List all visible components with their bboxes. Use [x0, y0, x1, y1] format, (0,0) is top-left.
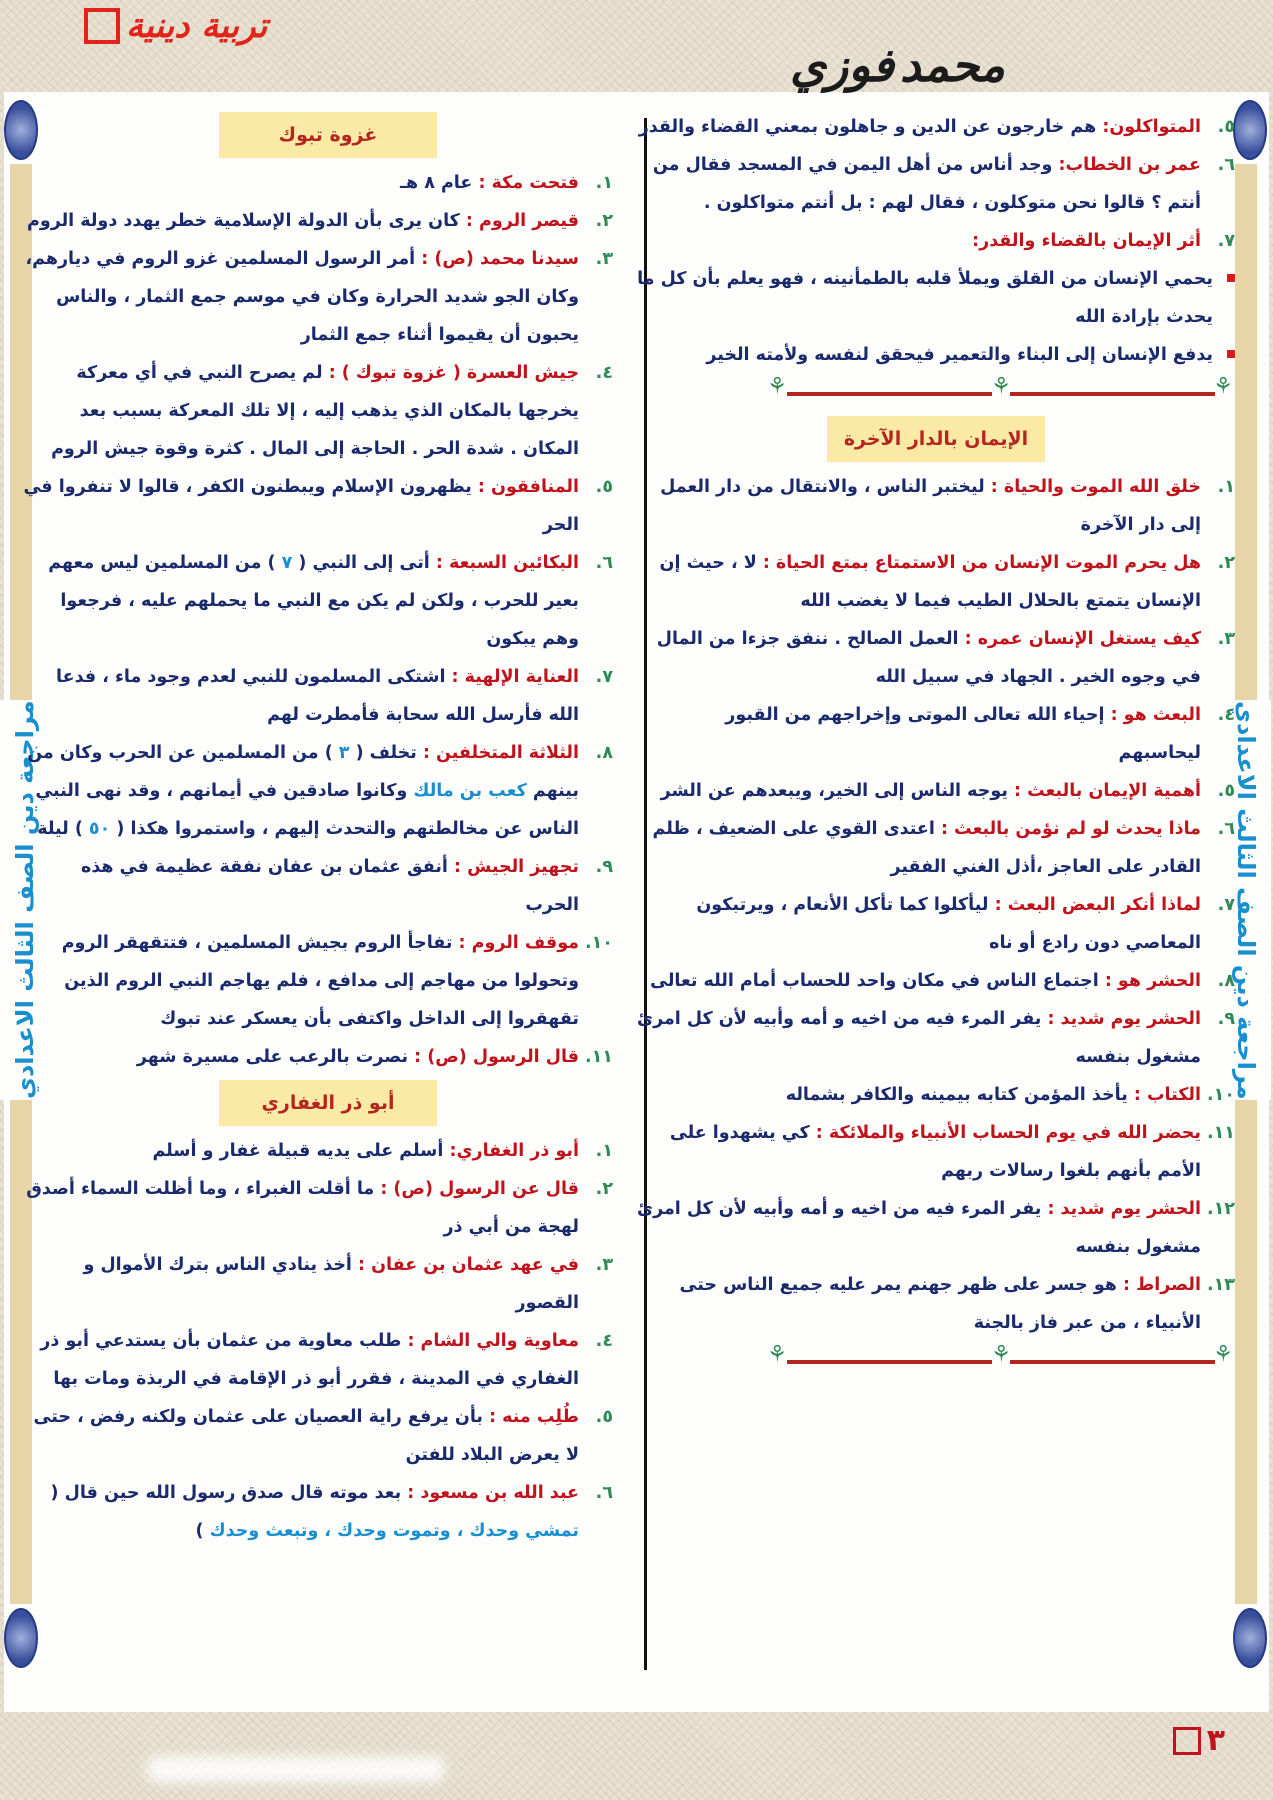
item-text: يوجه الناس إلى الخير، ويبعدهم عن الشر — [660, 781, 1008, 801]
page-box-icon — [1173, 1727, 1201, 1755]
item-number: ٦. — [595, 553, 613, 573]
teacher-last-name: فوزي — [790, 38, 894, 92]
item-text: أمر الرسول المسلمين غزو الروم في ديارهم، وكان الجو شديد الحرارة وكان في موسم جمع الثمار ، والناس يحبون أن يقيموا أثناء جمع الثمار — [25, 249, 579, 345]
item-body — [637, 810, 1201, 886]
item-body — [637, 1000, 1201, 1076]
item-key: الصراط : — [1123, 1275, 1201, 1295]
item-key: الثلاثة المتخلفين : — [422, 743, 579, 763]
item-number: ١١. — [584, 1047, 613, 1067]
item-body — [23, 240, 579, 354]
item-number: ٦. — [1217, 819, 1235, 839]
plant-icon: ⚘ — [767, 374, 787, 399]
item-key: أهمية الإيمان بالبعث : — [1014, 781, 1201, 801]
item-text: تفاجأ الروم بجيش المسلمين ، فتتقهقر الروم وتحولوا من مهاجم إلى مدافع ، فلم يهاجم النبي الروم الذين تقهقروا إلى الداخل واكتفى بأن يعسكر عند تبوك — [61, 933, 579, 1029]
list-item — [23, 1038, 613, 1076]
item-key: الحشر يوم شديد : — [1047, 1199, 1201, 1219]
item-number: ٨. — [595, 743, 613, 763]
item-number: ٥. — [595, 1407, 613, 1427]
bead-ornament-icon — [4, 1608, 38, 1668]
item-key: أبو ذر الغفاري: — [449, 1141, 579, 1161]
list-item — [23, 544, 613, 658]
item-number: ٨. — [1217, 971, 1235, 991]
item-text: نصرت بالرعب على مسيرة شهر — [136, 1047, 409, 1067]
list-item — [23, 1170, 613, 1246]
item-number: ٥. — [1217, 781, 1235, 801]
list-item — [23, 1322, 613, 1398]
section-title-abu-dharr: أبو ذر الغفاري — [219, 1080, 437, 1126]
item-highlight: ٥٠ — [88, 819, 111, 839]
list-item — [637, 1190, 1235, 1266]
item-key: عمر بن الخطاب: — [1058, 155, 1201, 175]
list-item — [637, 108, 1235, 146]
item-key: موقف الروم : — [458, 933, 579, 953]
item-body — [23, 1322, 579, 1398]
item-key: سيدنا محمد (ص) : — [421, 249, 579, 269]
item-key: الكتاب : — [1133, 1085, 1201, 1105]
item-key: معاوية والي الشام : — [407, 1331, 579, 1351]
item-body — [23, 1474, 579, 1550]
item-number: ٦. — [1217, 155, 1235, 175]
list-item — [23, 164, 613, 202]
list-item — [637, 962, 1235, 1000]
list-item — [637, 544, 1235, 620]
item-number: ٦. — [595, 1483, 613, 1503]
item-key: كيف يستغل الإنسان عمره : — [964, 629, 1201, 649]
item-body — [23, 1398, 579, 1474]
item-key: لماذا أنكر البعض البعث : — [994, 895, 1201, 915]
item-key: يحضر الله في يوم الحساب الأنبياء والملائكة : — [815, 1123, 1201, 1143]
item-body — [23, 164, 579, 202]
item-body — [637, 772, 1201, 810]
header-subject — [84, 6, 267, 46]
plant-icon: ⚘ — [1213, 1342, 1233, 1367]
item-text: تخلف ( — [355, 743, 417, 763]
section-title-tabuk: غزوة تبوك — [219, 112, 437, 158]
item-key: البعث هو : — [1110, 705, 1201, 725]
item-text: طلب معاوية من عثمان بأن يستدعي أبو ذر الغفاري في المدينة ، فقرر أبو ذر الإقامة في الربذة ومات بها — [40, 1331, 579, 1389]
item-body — [637, 886, 1201, 962]
item-text: يظهرون الإسلام ويبطنون الكفر ، قالوا لا تنفروا في الحر — [23, 477, 579, 535]
list-item — [637, 696, 1235, 772]
item-body — [637, 108, 1201, 146]
item-highlight: كعب بن مالك — [413, 781, 527, 801]
page-number — [1173, 1723, 1225, 1758]
item-key: البكائين السبعة : — [435, 553, 579, 573]
item-key: الحشر هو : — [1104, 971, 1201, 991]
teacher-first-name: محمد — [899, 38, 1006, 92]
item-text: وكانوا صادقين في أيمانهم ، وقد نهى النبي الناس عن مخالطتهم والتحدث إليهم ، واستمروا هكذا ( — [35, 781, 579, 839]
bullet-square-icon — [1227, 274, 1235, 282]
item-number: ٤. — [1217, 705, 1235, 725]
item-body — [23, 1170, 579, 1246]
item-number: ٧. — [595, 667, 613, 687]
list-item — [637, 222, 1235, 260]
item-text: ليأكلوا كما تأكل الأنعام ، ويرتبكون المعاصي دون رادع أو ناه — [696, 895, 1201, 953]
item-body — [23, 658, 579, 734]
ornament-divider — [637, 376, 1235, 412]
item-number: ٤. — [595, 1331, 613, 1351]
item-body — [637, 696, 1201, 772]
item-body — [23, 924, 579, 1038]
item-number: ٢. — [595, 1179, 613, 1199]
plant-icon: ⚘ — [767, 1342, 787, 1367]
list-item — [23, 1132, 613, 1170]
item-body — [637, 1266, 1201, 1342]
item-text: كي يشهدوا على الأمم بأنهم بلغوا رسالات ربهم — [669, 1123, 1201, 1181]
list-item — [23, 848, 613, 924]
item-body — [637, 1114, 1201, 1190]
item-key: قال عن الرسول (ص) : — [380, 1179, 579, 1199]
item-key: في عهد عثمان بن عفان : — [358, 1255, 579, 1275]
list-item — [23, 734, 613, 848]
item-key: تجهيز الجيش : — [453, 857, 579, 877]
item-key: ماذا يحدث لو لم نؤمن بالبعث : — [940, 819, 1201, 839]
item-key: فتحت مكة : — [478, 173, 579, 193]
item-text: أخذ ينادي الناس بترك الأموال و القصور — [83, 1255, 579, 1313]
item-key: هل يحرم الموت الإنسان من الاستمتاع بمتع الحياة : — [762, 553, 1201, 573]
side-title-right: مراجعة دين الصف الثالث الاعدادي — [1221, 700, 1271, 1100]
item-number: ٩. — [595, 857, 613, 877]
item-number: ١١. — [1206, 1123, 1235, 1143]
item-number: ٩. — [1217, 1009, 1235, 1029]
item-number: ١٣. — [1206, 1275, 1235, 1295]
item-text: بأن يرفع راية العصيان على عثمان ولكنه رفض ، حتى لا يعرض البلاد للفتن — [33, 1407, 579, 1465]
list-item — [637, 810, 1235, 886]
list-item — [637, 886, 1235, 962]
item-text: هم خارجون عن الدين و جاهلون بمعني القضاء والقدر — [638, 117, 1097, 137]
item-text: لا ، حيث إن الإنسان يتمتع بالحلال الطيب فيما لا يغضب الله — [659, 553, 1201, 611]
list-item — [23, 1246, 613, 1322]
item-text: بعد موته قال صدق رسول الله حين قال ( — [50, 1483, 402, 1503]
bead-ornament-icon — [1233, 1608, 1267, 1668]
item-number: ٢. — [1217, 553, 1235, 573]
item-body — [23, 354, 579, 468]
item-text: العمل الصالح . ننفق جزءا من المال في وجوه الخير . الجهاد في سبيل الله — [656, 629, 1201, 687]
left-column — [23, 108, 613, 1550]
item-text: ليختبر الناس ، والانتقال من دار العمل إلى دار الآخرة — [660, 477, 1201, 535]
item-highlight: ٧ — [281, 553, 293, 573]
item-text: أنفق عثمان بن عفان نفقة عظيمة في هذه الحرب — [80, 857, 579, 915]
item-text: ما أقلت الغبراء ، وما أظلت السماء أصدق لهجة من أبي ذر — [26, 1179, 579, 1237]
item-body — [637, 962, 1201, 1000]
item-number: ٢. — [595, 211, 613, 231]
item-key: المنافقون : — [477, 477, 579, 497]
list-item — [637, 1000, 1235, 1076]
item-number: ١. — [595, 1141, 613, 1161]
page-number-text: ٣ — [1206, 1723, 1225, 1758]
item-text: ) من المسلمين ليس معهم بعير للحرب ، ولكن لم يكن مع النبي ما يحملهم عليه ، فرجعوا وهم يبكون — [48, 553, 579, 649]
item-body — [23, 1038, 579, 1076]
item-key: جيش العسرة ( غزوة تبوك ) : — [328, 363, 579, 383]
item-key: العناية الإلهية : — [451, 667, 579, 687]
item-body — [637, 222, 1201, 260]
item-text: يفر المرء فيه من اخيه و أمه وأبيه لأن كل امرئ مشغول بنفسه — [637, 1199, 1201, 1257]
list-item — [637, 468, 1235, 544]
item-number: ٤. — [595, 363, 613, 383]
list-item — [637, 146, 1235, 222]
item-text: إحياء الله تعالى الموتى وإخراجهم من القبور ليحاسبهم — [725, 705, 1201, 763]
item-body — [23, 848, 579, 924]
list-item — [23, 354, 613, 468]
item-text: وجد أناس من أهل اليمن في المسجد فقال من أنتم ؟ قالوا نحن متوكلون ، فقال لهم : بل أنتم متواكلون . — [652, 155, 1201, 213]
list-item — [23, 1398, 613, 1474]
item-body — [23, 468, 579, 544]
list-item — [23, 658, 613, 734]
item-number: ١٢. — [1206, 1199, 1235, 1219]
list-item — [637, 1076, 1235, 1114]
item-number: ١. — [595, 173, 613, 193]
item-text: ) ليلة — [37, 819, 83, 839]
item-key: الحشر يوم شديد : — [1047, 1009, 1201, 1029]
item-number: ٥. — [595, 477, 613, 497]
item-text: يأخذ المؤمن كتابه بيمينه والكافر بشماله — [785, 1085, 1128, 1105]
item-highlight: ٣ — [338, 743, 350, 763]
item-body — [23, 544, 579, 658]
list-item — [637, 620, 1235, 696]
item-body — [637, 468, 1201, 544]
bead-ornament-icon — [1233, 100, 1267, 160]
list-item — [23, 240, 613, 354]
item-number: ٣. — [1217, 629, 1235, 649]
item-number: ٥. — [1217, 117, 1235, 137]
item-body — [637, 146, 1201, 222]
bullet-item — [637, 260, 1235, 336]
item-body — [637, 544, 1201, 620]
item-text: اجتماع الناس في مكان واحد للحساب أمام الله تعالى — [650, 971, 1099, 991]
item-number: ٧. — [1217, 231, 1235, 251]
item-text: لم يصرح النبي في أي معركة يخرجها بالمكان الذي يذهب إليه ، إلا تلك المعركة بسبب بعد المكان . شدة الحر . الحاجة إلى المال . كثرة وقوة جيش الروم — [51, 363, 579, 459]
item-number: ٧. — [1217, 895, 1235, 915]
item-body — [23, 1246, 579, 1322]
footer-blur — [146, 1756, 446, 1782]
item-text: اعتدى القوي على الضعيف ، ظلم القادر على العاجز ،أذل الغني الفقير — [652, 819, 1201, 877]
item-highlight: تمشي وحدك ، وتموت وحدك ، وتبعث وحدك — [209, 1521, 579, 1541]
bullet-item — [637, 336, 1235, 374]
item-text: أتى إلى النبي ( — [298, 553, 430, 573]
right-column — [637, 108, 1235, 1382]
list-item — [637, 1266, 1235, 1342]
side-title-left: مراجعة دين الصف الثالث الاعدادي — [0, 700, 50, 1100]
item-number: ١٠. — [584, 933, 613, 953]
item-text: يفر المرء فيه من اخيه و أمه وأبيه لأن كل امرئ مشغول بنفسه — [637, 1009, 1201, 1067]
list-item — [23, 468, 613, 544]
plant-icon: ⚘ — [991, 1342, 1011, 1367]
item-key: أثر الإيمان بالقضاء والقدر: — [972, 231, 1201, 251]
item-text: كان يرى بأن الدولة الإسلامية خطر يهدد دولة الروم — [27, 211, 460, 231]
item-text: ) — [195, 1521, 204, 1541]
item-key: قال الرسول (ص) : — [414, 1047, 579, 1067]
bullet-text: يحمي الإنسان من القلق ويملأ قلبه بالطمأنينه ، فهو يعلم بأن كل ما يحدث بإرادة الله — [637, 269, 1213, 327]
bullet-square-icon — [1227, 350, 1235, 358]
item-key: عبد الله بن مسعود : — [407, 1483, 579, 1503]
item-text: أسلم على يديه قبيلة غفار و أسلم — [152, 1141, 444, 1161]
item-number: ١٠. — [1206, 1085, 1235, 1105]
item-text: عام ٨ هـ — [399, 173, 473, 193]
item-body — [637, 1076, 1201, 1114]
list-item — [23, 924, 613, 1038]
teacher-name — [790, 38, 1005, 92]
plant-icon: ⚘ — [1213, 374, 1233, 399]
list-item — [23, 1474, 613, 1550]
list-item — [637, 1114, 1235, 1190]
item-body — [23, 1132, 579, 1170]
item-body — [637, 620, 1201, 696]
item-text: ) من المسلمين عن الحرب وكان من بينهم — [27, 743, 579, 801]
subject-title: تربية دينية — [126, 6, 268, 46]
item-body — [637, 1190, 1201, 1266]
item-text: هو جسر على ظهر جهنم يمر عليه جميع الناس حتى الأنبياء ، من عبر فاز بالجنة — [679, 1275, 1201, 1333]
plant-icon: ⚘ — [991, 374, 1011, 399]
item-key: المتواكلون: — [1102, 117, 1201, 137]
list-item — [23, 202, 613, 240]
bullet-text: يدفع الإنسان إلى البناء والتعمير فيحقق لنفسه ولأمته الخير — [706, 345, 1213, 365]
item-number: ٣. — [595, 1255, 613, 1275]
item-key: خلق الله الموت والحياة : — [990, 477, 1201, 497]
list-item — [637, 772, 1235, 810]
item-key: قيصر الروم : — [465, 211, 579, 231]
item-body — [23, 202, 579, 240]
ornament-divider — [637, 1344, 1235, 1380]
subject-box-icon — [84, 8, 120, 44]
item-key: طُلِب منه : — [489, 1407, 579, 1427]
section-title-hereafter: الإيمان بالدار الآخرة — [827, 416, 1045, 462]
item-text: اشتكى المسلمون للنبي لعدم وجود ماء ، فدعا الله فأرسل الله سحابة فأمطرت لهم — [56, 667, 579, 725]
item-number: ٣. — [595, 249, 613, 269]
item-number: ١. — [1217, 477, 1235, 497]
item-body — [23, 734, 579, 848]
